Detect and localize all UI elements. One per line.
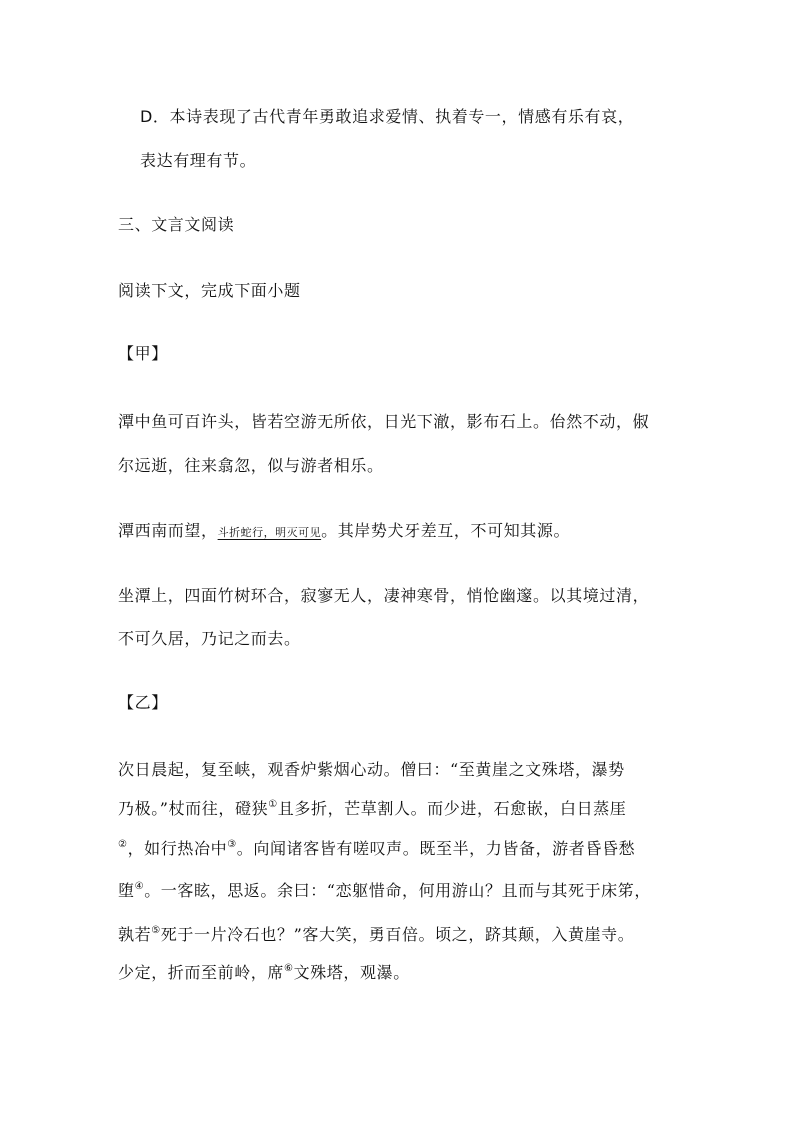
passage-yi-heading: 【乙】	[118, 693, 168, 712]
passage-yi-line-6a: 少定，折而至前岭，席	[118, 963, 285, 982]
section-title: 三、文言文阅读	[118, 215, 235, 234]
option-d-line-1: D．本诗表现了古代青年勇敢追求爱情、执着专一，情感有乐有哀，	[140, 107, 635, 126]
passage-yi-line-4	[118, 880, 651, 902]
passage-yi-line-6	[118, 962, 410, 984]
passage-yi-line-3a: ，如行热冶中	[127, 839, 228, 858]
footnote-marker-2: ②	[118, 838, 128, 850]
passage-yi-line-4a: 堕	[118, 881, 135, 900]
passage-jia-p2	[118, 520, 570, 544]
footnote-marker-1: ①	[268, 798, 278, 810]
passage-jia-p3-line1: 坐潭上，四面竹树环合，寂寥无人，凄神寒骨，悄怆幽邃。以其境过清，	[118, 586, 650, 605]
option-d-line-2: 表达有理有节。	[140, 151, 257, 170]
passage-jia-p2-after: 。其岸势犬牙差互，不可知其源。	[321, 521, 571, 540]
passage-yi-line-2a: 乃极。”杖而往，磴狭	[118, 799, 269, 818]
footnote-marker-3: ③	[227, 838, 237, 850]
footnote-marker-4: ④	[134, 880, 145, 892]
passage-yi-line-6b: 文殊塔，观瀑。	[293, 963, 410, 982]
passage-yi-line-5b: 死于一片冷石也？”客大笑，勇百倍。顷之，跻其颠，入黄崖寺。	[160, 925, 635, 944]
footnote-marker-6: ⑥	[284, 962, 294, 974]
passage-jia-p1-line2: 尔远逝，往来翕忽，似与游者相乐。	[118, 456, 384, 475]
passage-yi-line-5	[118, 924, 634, 946]
reading-instruction: 阅读下文，完成下面小题	[118, 281, 301, 300]
passage-jia-p1-line1: 潭中鱼可百许头，皆若空游无所依，日光下澈，影布石上。佁然不动，俶	[118, 412, 650, 431]
passage-yi-line-5a: 孰若	[118, 925, 152, 944]
passage-yi-line-1: 次日晨起，复至峡，观香炉紫烟心动。僧曰：“至黄崖之文殊塔，瀑势	[118, 760, 625, 779]
underlined-phrase: 斗折蛇行，明灭可见	[217, 526, 322, 539]
passage-jia-p2-before: 潭西南而望，	[118, 521, 218, 540]
footnote-marker-5: ⑤	[151, 924, 161, 936]
passage-yi-line-3	[118, 838, 635, 860]
passage-yi-line-4b: 。一客眩，思返。余曰：“恋躯惜命，何用游山？且而与其死于床笫，	[144, 881, 651, 900]
passage-jia-heading: 【甲】	[118, 344, 168, 363]
passage-yi-line-2b: 且多折，芒草割人。而少进，石愈嵌，白日蒸厓	[277, 799, 627, 818]
passage-yi-line-3b: 。向闻诸客皆有嗟叹声。既至半，力皆备，游者昏昏愁	[236, 839, 636, 858]
passage-yi-line-2	[118, 798, 626, 820]
passage-jia-p3-line2: 不可久居，乃记之而去。	[118, 629, 301, 648]
